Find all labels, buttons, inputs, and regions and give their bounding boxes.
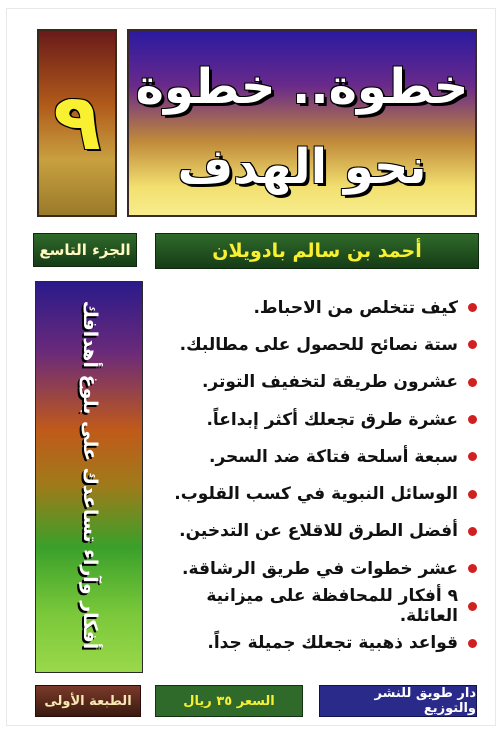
- bullet-icon: [468, 602, 477, 611]
- part-label: الجزء التاسع: [33, 233, 137, 267]
- side-strip: [35, 281, 143, 673]
- topic-item: [147, 438, 477, 475]
- topic-text: قواعد ذهبية تجعلك جميلة جداً.: [207, 633, 458, 654]
- title-line-1: خطوة.. خطوة: [135, 59, 469, 115]
- topic-item: [147, 513, 477, 550]
- topic-text: عشرون طريقة لتخفيف التوتر.: [201, 372, 458, 393]
- bullet-icon: [468, 415, 477, 424]
- topic-text: أفضل الطرق للاقلاع عن التدخين.: [179, 521, 458, 542]
- bullet-icon: [468, 564, 477, 573]
- topic-text: عشر خطوات في طريق الرشاقة.: [182, 558, 458, 579]
- title-banner: [127, 29, 477, 217]
- bullet-icon: [468, 490, 477, 499]
- topic-item: [147, 401, 477, 438]
- title-line-2: نحو الهدف: [177, 139, 427, 195]
- bullet-icon: [468, 340, 477, 349]
- topic-item: [147, 364, 477, 401]
- volume-number: ٩: [53, 78, 101, 168]
- topic-item: [147, 625, 477, 662]
- topic-text: الوسائل النبوية في كسب القلوب.: [174, 484, 458, 505]
- publisher-badge: دار طويق للنشر والتوزيع: [319, 685, 477, 717]
- topic-item: [147, 289, 477, 326]
- edition-badge: الطبعة الأولى: [35, 685, 141, 717]
- side-tagline: أفكار وآراء تساعدك على بلوغ أهدافك: [79, 300, 101, 650]
- topic-item: [147, 326, 477, 363]
- topic-list: [147, 289, 477, 662]
- bullet-icon: [468, 303, 477, 312]
- price-badge: السعر ٣٥ ريال: [155, 685, 303, 717]
- topic-item: [147, 475, 477, 512]
- topic-text: ستة نصائح للحصول على مطالبك.: [179, 334, 458, 355]
- author-name: أحمد بن سالم بادويلان: [155, 233, 479, 269]
- bullet-icon: [468, 378, 477, 387]
- topic-item: [147, 550, 477, 587]
- topic-text: ٩ أفكار للمحافظة على ميزانية العائلة.: [206, 586, 458, 627]
- bullet-icon: [468, 527, 477, 536]
- topic-text: عشرة طرق تجعلك أكثر إبداعاً.: [206, 409, 458, 430]
- topic-item: [147, 586, 477, 627]
- volume-number-box: [37, 29, 117, 217]
- bullet-icon: [468, 452, 477, 461]
- book-cover: [6, 8, 496, 726]
- topic-text: كيف تتخلص من الاحباط.: [253, 297, 458, 318]
- bullet-icon: [468, 639, 477, 648]
- topic-text: سبعة أسلحة فتاكة ضد السحر.: [209, 446, 458, 467]
